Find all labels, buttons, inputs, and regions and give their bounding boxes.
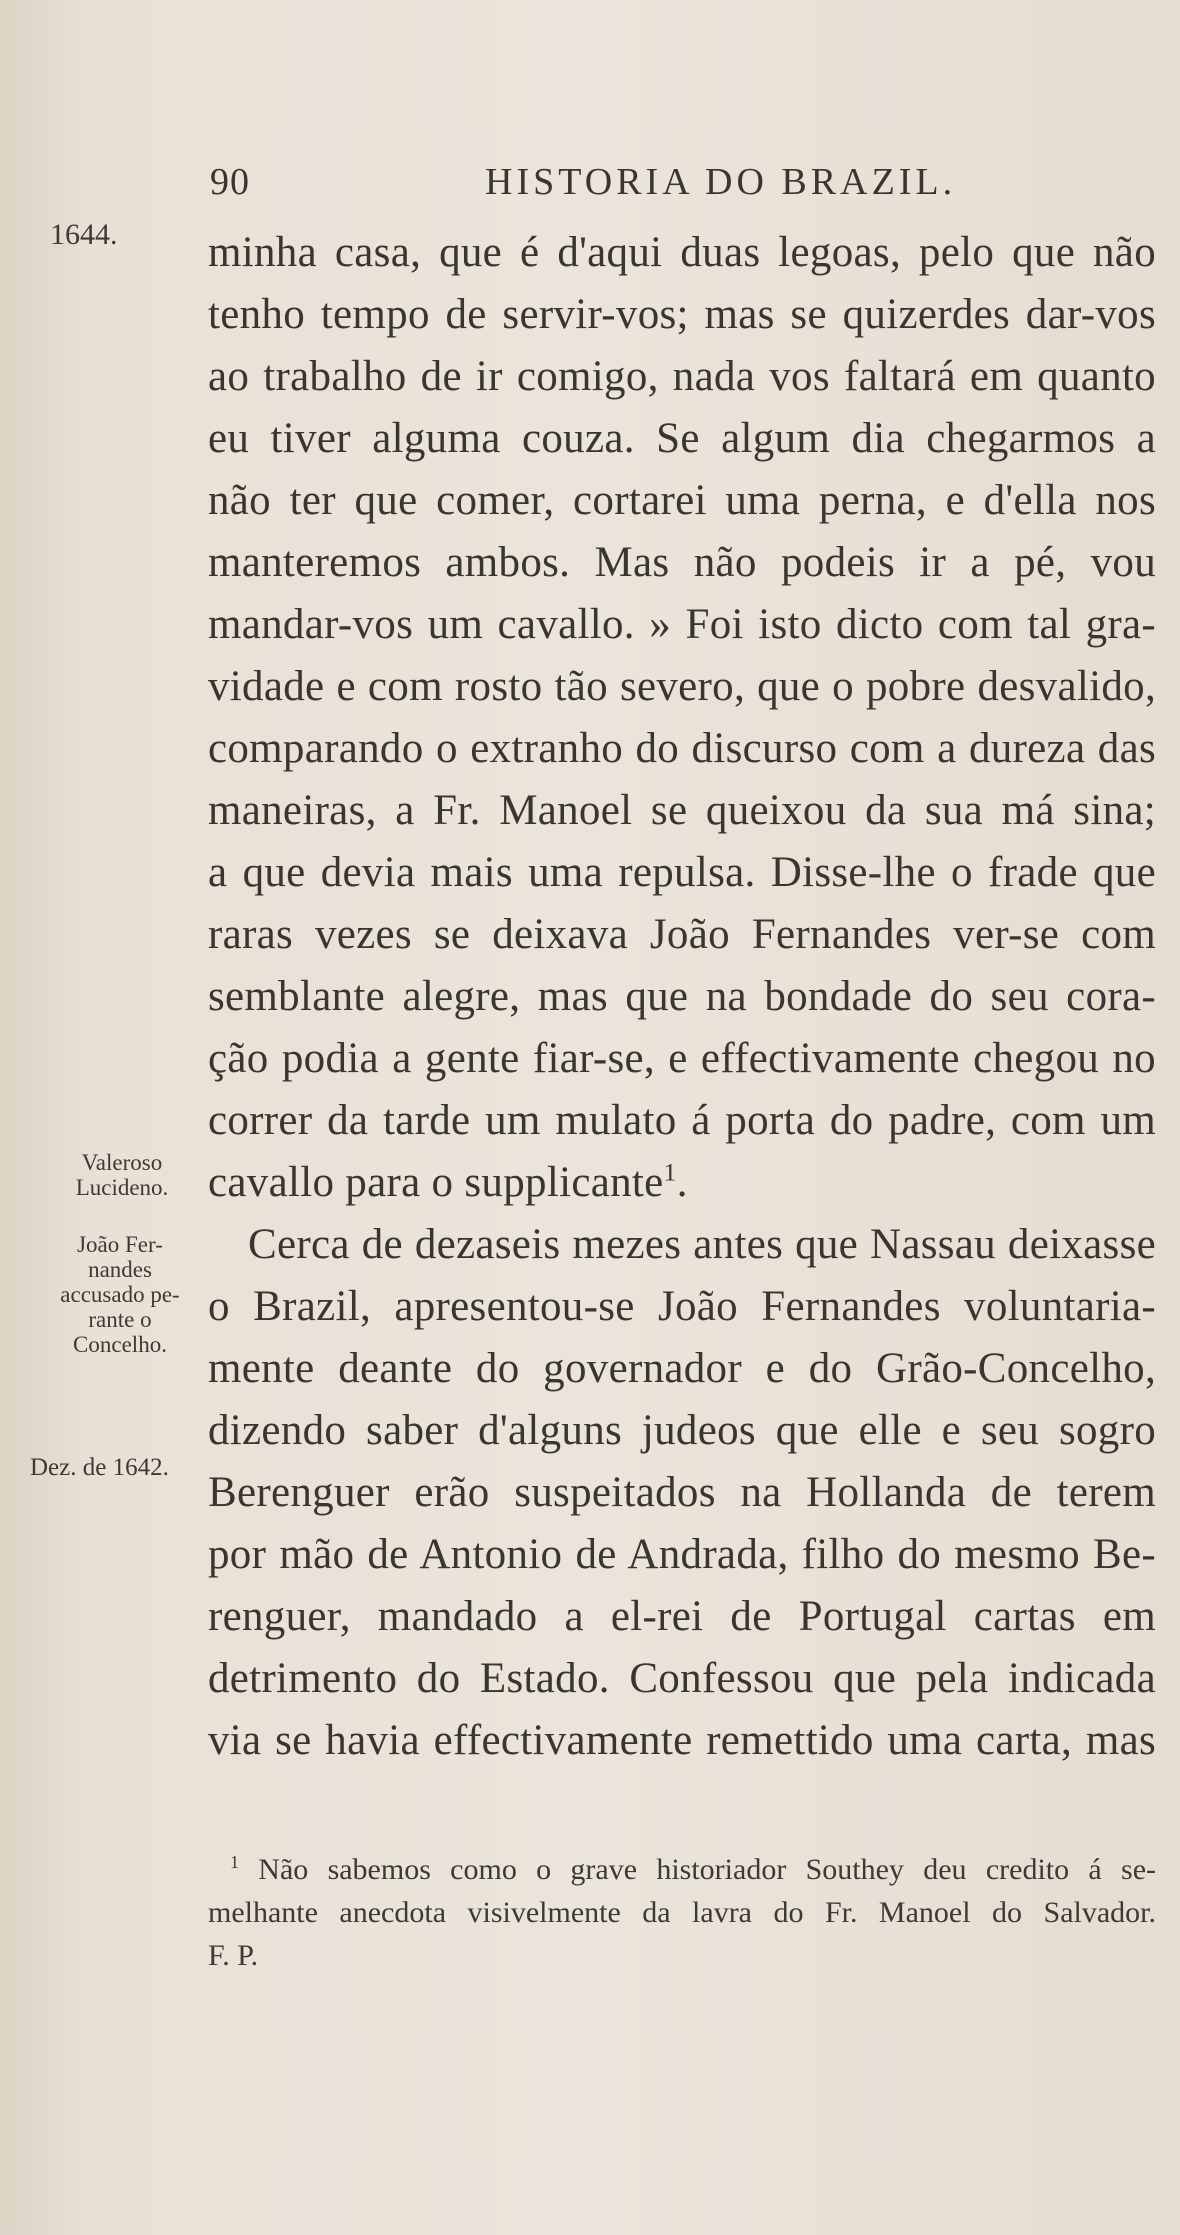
text-line: mente deante do governador e do Grão-Concelho,: [208, 1345, 1156, 1392]
text-line-paragraph-start: Cerca de dezaseis mezes antes que Nassau deixasse: [248, 1221, 1156, 1268]
text-line: manteremos ambos. Mas não podeis ir a pé, vou: [208, 539, 1156, 586]
text-line: a que devia mais uma repulsa. Disse-lhe o frade que: [208, 849, 1156, 896]
running-head: HISTORIA DO BRAZIL.: [485, 161, 957, 203]
text-line: Berenguer erão suspeitados na Hollanda de terem: [208, 1469, 1156, 1516]
footnote-text: Não sabemos como o grave historiador Southey deu credito á se-: [258, 1853, 1156, 1886]
margin-note-joao-fernandes: [45, 1232, 195, 1357]
text-line: dizendo saber d'alguns judeos que elle e seu sogro: [208, 1407, 1156, 1454]
text-line: raras vezes se deixava João Fernandes ver-se com: [208, 911, 1156, 958]
text-line-paragraph-end: [208, 1152, 1156, 1214]
text-line: detrimento do Estado. Confessou que pela indicada: [208, 1655, 1156, 1702]
text-fragment: cavallo para o supplicante: [208, 1159, 664, 1206]
margin-note-line: João Fer-: [77, 1232, 163, 1257]
text-line: por mão de Antonio de Andrada, filho do mesmo Be-: [208, 1531, 1156, 1578]
text-line: o Brazil, apresentou-se João Fernandes voluntaria-: [208, 1283, 1156, 1330]
page-header: [210, 160, 1150, 210]
footnote-line: melhante anecdota visivelmente da lavra do Fr. Manoel do Salvador.: [208, 1896, 1156, 1929]
text-line: ao trabalho de ir comigo, nada vos faltará em quanto: [208, 353, 1156, 400]
margin-note-year: 1644.: [50, 218, 118, 251]
footnote: [208, 1848, 1156, 1977]
footnote-reference[interactable]: 1: [663, 1157, 677, 1187]
margin-note-line: Lucideno.: [75, 1175, 169, 1200]
text-fragment: .: [676, 1159, 688, 1206]
margin-note-valeroso: [62, 1150, 182, 1200]
text-line: eu tiver alguma couza. Se algum dia chegarmos a: [208, 415, 1156, 462]
text-line: comparando o extranho do discurso com a dureza das: [208, 725, 1156, 772]
footnote-line: F. P.: [208, 1939, 259, 1972]
text-line: vidade e com rosto tão severo, que o pobre desvalido,: [208, 663, 1156, 710]
margin-note-line: accusado pe-: [60, 1282, 180, 1307]
text-line: via se havia effectivamente remettido uma carta, mas: [208, 1717, 1156, 1764]
body-text: [208, 222, 1156, 1772]
margin-note-line: rante o: [88, 1307, 152, 1332]
text-line: correr da tarde um mulato á porta do padre, com um: [208, 1097, 1156, 1144]
page-number: 90: [210, 161, 250, 203]
text-line: renguer, mandado a el-rei de Portugal cartas em: [208, 1593, 1156, 1640]
text-line: não ter que comer, cortarei uma perna, e d'ella nos: [208, 477, 1156, 524]
text-line: maneiras, a Fr. Manoel se queixou da sua má sina;: [208, 787, 1156, 834]
text-line: minha casa, que é d'aqui duas legoas, pelo que não: [208, 229, 1156, 276]
footnote-marker: 1: [230, 1852, 239, 1872]
margin-note-date: Dez. de 1642.: [30, 1454, 169, 1481]
margin-note-line: Concelho.: [73, 1332, 167, 1357]
text-line: tenho tempo de servir-vos; mas se quizerdes dar-vos: [208, 291, 1156, 338]
footnote-line: [208, 1848, 1156, 1891]
margin-note-line: nandes: [88, 1257, 152, 1282]
text-line: mandar-vos um cavallo. » Foi isto dicto com tal gra-: [208, 601, 1156, 648]
text-line: ção podia a gente fiar-se, e effectivamente chegou no: [208, 1035, 1156, 1082]
margin-note-line: Valeroso: [81, 1150, 163, 1175]
text-line: semblante alegre, mas que na bondade do seu cora-: [208, 973, 1156, 1020]
